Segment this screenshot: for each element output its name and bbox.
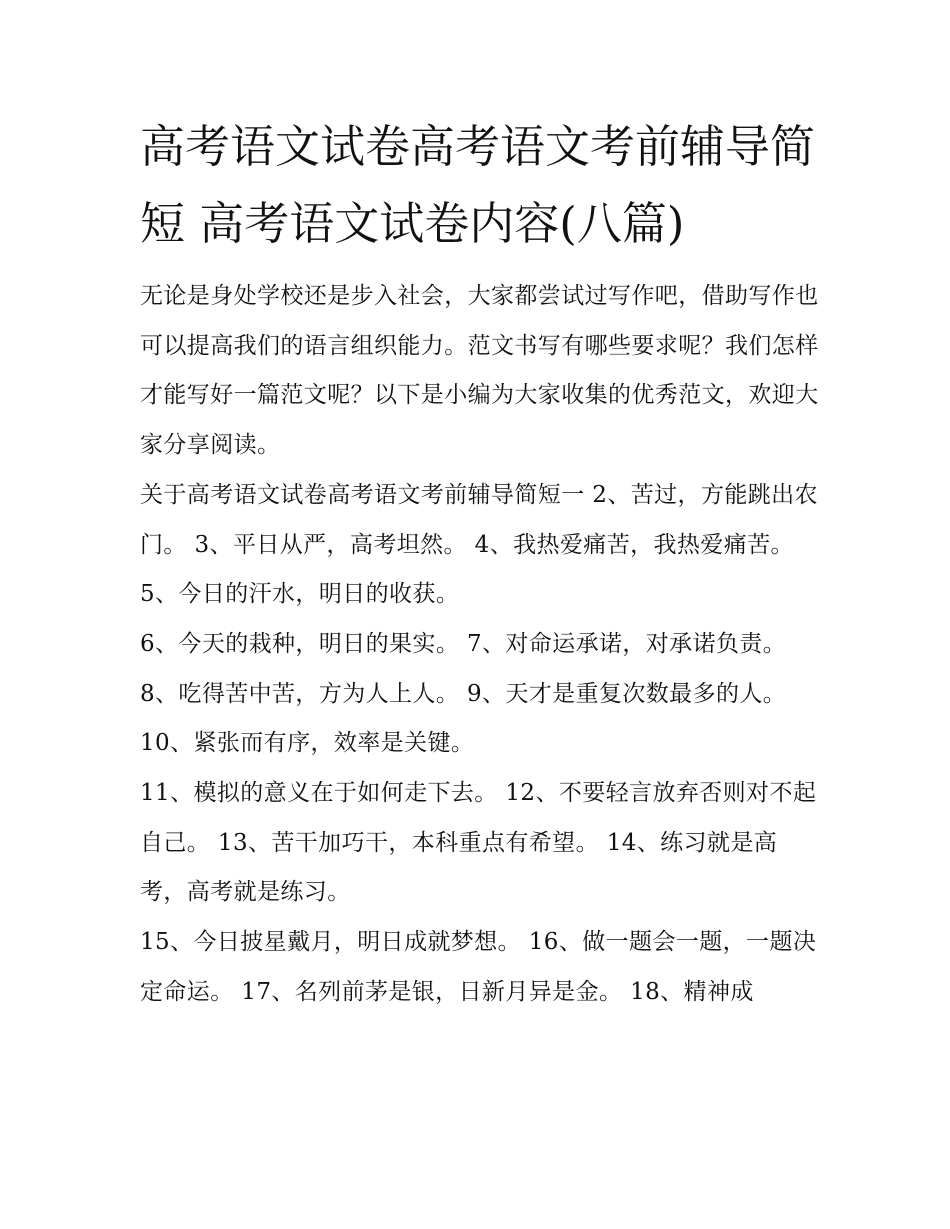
paragraph-2: 6、今天的栽种，明日的果实。 7、对命运承诺，对承诺负责。 8、吃得苦中苦，方为人上人。 9、天才是重复次数最多的人。 10、紧张而有序，效率是关键。 bbox=[140, 630, 787, 757]
paragraph-1: 关于高考语文试卷高考语文考前辅导简短一 2、苦过，方能跳出农门。 3、平日从严，高考坦然。 4、我热爱痛苦，我热爱痛苦。 5、今日的汗水，明日的收获。 bbox=[140, 481, 818, 608]
document-content bbox=[140, 108, 820, 1018]
paragraph-3: 11、模拟的意义在于如何走下去。 12、不要轻言放弃否则对不起自己。 13、苦干加巧干，本科重点有希望。 14、练习就是高考，高考就是练习。 bbox=[140, 780, 817, 906]
document-title: 高考语文试卷高考语文考前辅导简短 高考语文试卷内容(八篇) bbox=[140, 120, 816, 250]
paragraph-4: 15、今日披星戴月，明日成就梦想。 16、做一题会一题，一题决定命运。 17、名列前茅是银，日新月异是金。 18、精神成 bbox=[140, 929, 817, 1005]
paragraph-intro: 无论是身处学校还是步入社会，大家都尝试过写作吧，借助写作也可以提高我们的语言组织能力。范文书写有哪些要求呢？我们怎样才能写好一篇范文呢？以下是小编为大家收集的优秀范文，欢迎大家分享阅读。 bbox=[140, 283, 819, 459]
document-body bbox=[140, 272, 820, 1018]
